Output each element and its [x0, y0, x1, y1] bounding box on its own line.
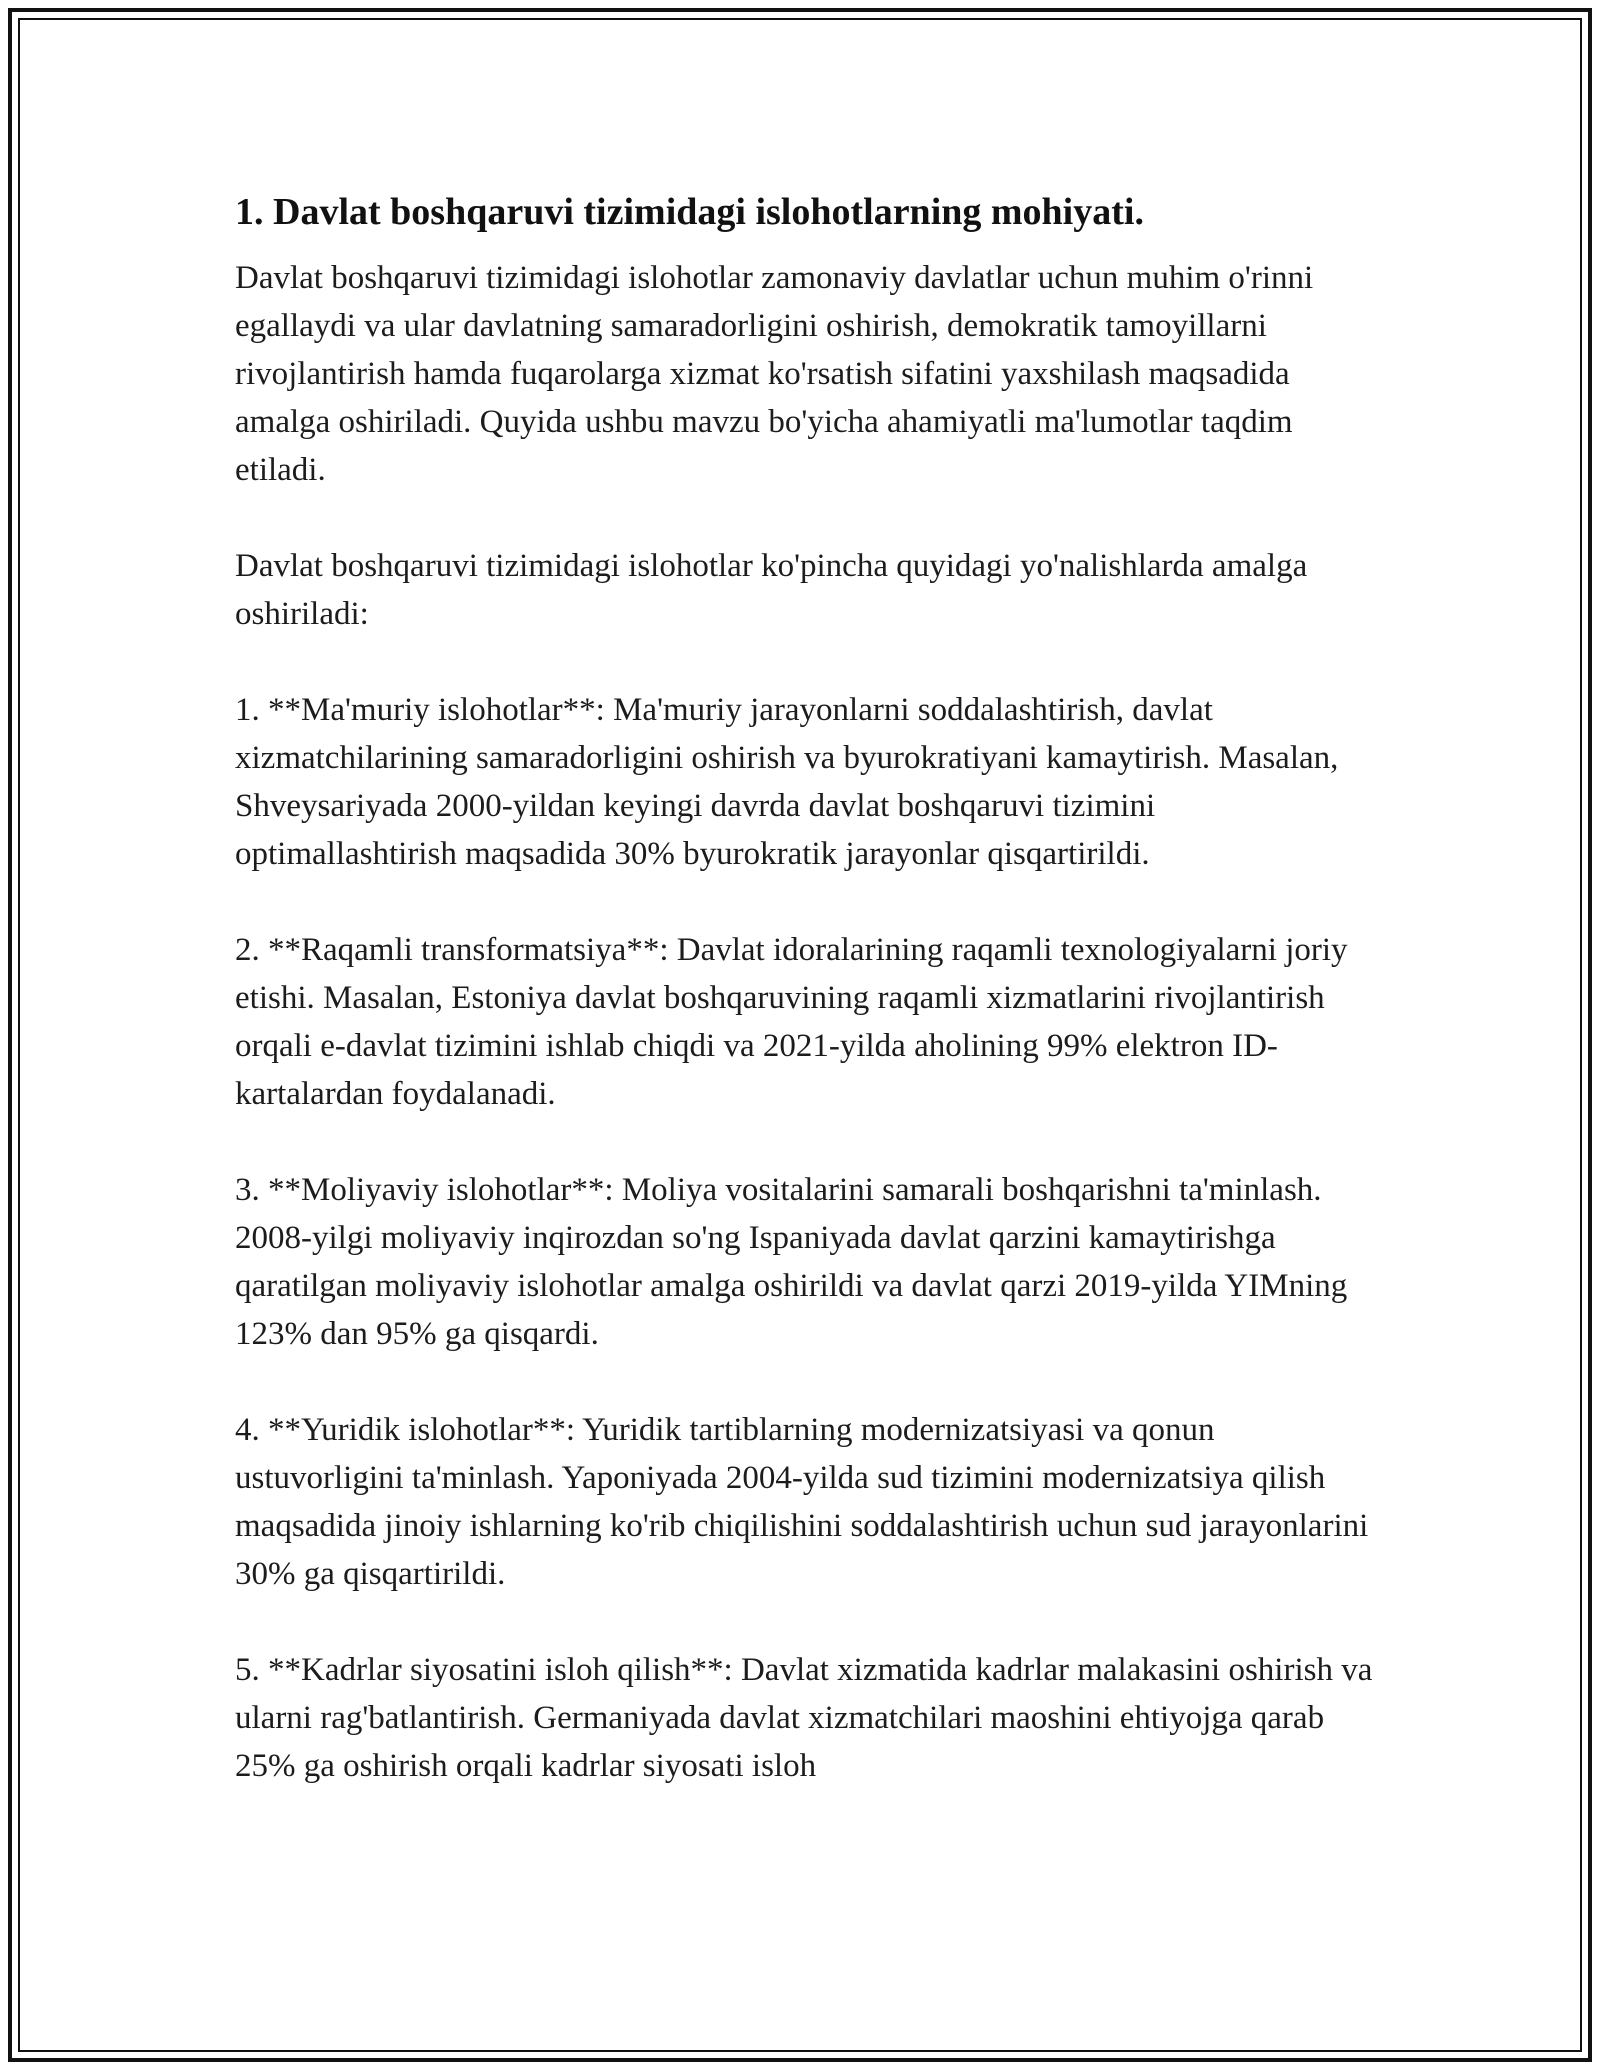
paragraph-intro: Davlat boshqaruvi tizimidagi islohotlar zamonaviy davlatlar uchun muhim o'rinni egallaydi va ular davlatning samaradorligini oshirish, demokratik tamoyillarni rivojlantirish hamda fuqarolarga xizmat ko'rsatish sifatini yaxshilash maqsadida amalga oshiriladi. Quyida ushbu mavzu bo'yicha ahamiyatli ma'lumotlar taqdim etiladi.: [235, 260, 1314, 488]
list-item-legal: 4. **Yuridik islohotlar**: Yuridik tartiblarning modernizatsiyasi va qonun ustuvorligini ta'minlash. Yaponiyada 2004-yilda sud tizimini modernizatsiya qilish maqsadida jinoiy ishlarning ko'rib chiqilishini soddalashtirish uchun sud jarayonlarini 30% ga qisqartirildi.: [235, 1412, 1369, 1592]
paragraph-directions: Davlat boshqaruvi tizimidagi islohotlar ko'pincha quyidagi yo'nalishlarda amalga oshiriladi:: [235, 548, 1308, 632]
list-item-administrative: 1. **Ma'muriy islohotlar**: Ma'muriy jarayonlarni soddalashtirish, davlat xizmatchilarining samaradorligini oshirish va byurokratiyani kamaytirish. Masalan, Shveysariyada 2000-yildan keyingi davrda davlat boshqaruvi tizimini optimallashtirish maqsadida 30% byurokratik jarayonlar qisqartirildi.: [235, 692, 1339, 872]
document-body: [235, 188, 1385, 1790]
list-item-financial: 3. **Moliyaviy islohotlar**: Moliya vositalarini samarali boshqarishni ta'minlash. 2008-yilgi moliyaviy inqirozdan so'ng Ispaniyada davlat qarzini kamaytirishga qaratilgan moliyaviy islohotlar amalga oshirildi va davlat qarzi 2019-yilda YIMning 123% dan 95% ga qisqardi.: [235, 1172, 1348, 1352]
list-item-digital: 2. **Raqamli transformatsiya**: Davlat idoralarining raqamli texnologiyalarni joriy etishi. Masalan, Estoniya davlat boshqaruvining raqamli xizmatlarini rivojlantirish orqali e-davlat tizimini ishlab chiqdi va 2021-yilda aholining 99% elektron ID-kartalardan foydalanadi.: [235, 932, 1348, 1112]
section-heading: 1. Davlat boshqaruvi tizimidagi islohotlarning mohiyati.: [235, 191, 1144, 233]
list-item-personnel: 5. **Kadrlar siyosatini isloh qilish**: Davlat xizmatida kadrlar malakasini oshirish va ularni rag'batlantirish. Germaniyada davlat xizmatchilari maoshini ehtiyojga qarab 25% ga oshirish orqali kadrlar siyosati isloh: [235, 1652, 1373, 1784]
